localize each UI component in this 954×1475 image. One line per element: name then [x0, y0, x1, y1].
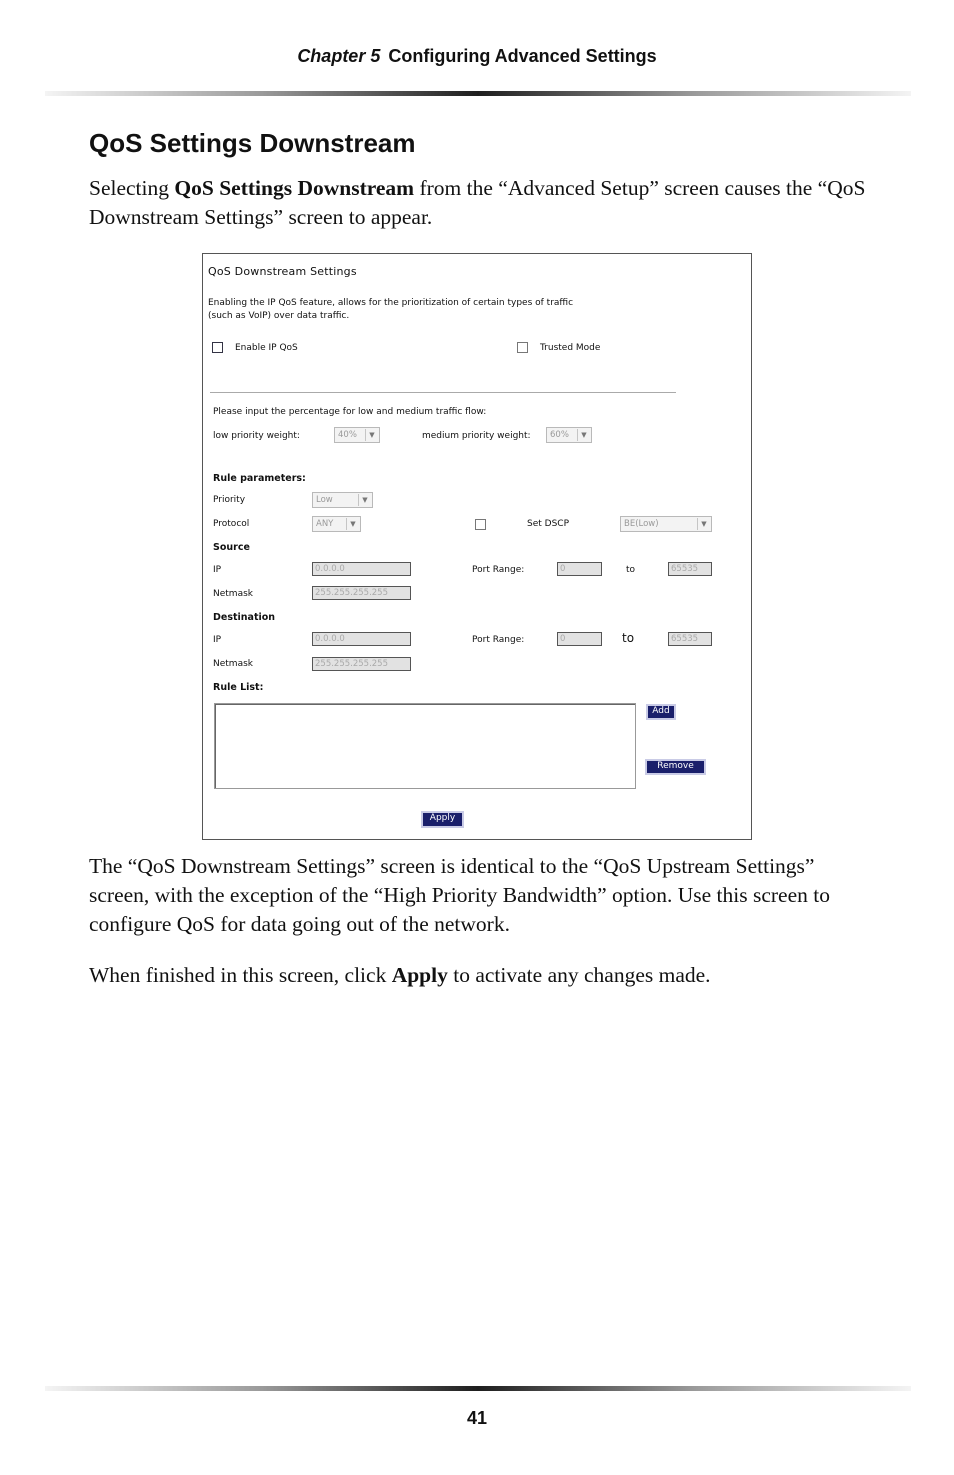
protocol-select[interactable]: [312, 516, 361, 532]
chapter-title: Configuring Advanced Settings: [388, 46, 657, 66]
remove-button[interactable]: Remove: [645, 759, 706, 775]
dest-port-range-label: Port Range:: [472, 635, 525, 645]
chevron-down-icon: ▼: [358, 494, 371, 506]
priority-select[interactable]: [312, 492, 373, 508]
protocol-value: ANY: [316, 519, 334, 529]
instruction-text-start: When finished in this screen, click: [89, 963, 392, 987]
source-ip-input[interactable]: 0.0.0.0: [312, 562, 411, 576]
low-weight-value: 40%: [338, 430, 357, 440]
priority-value: Low: [316, 495, 333, 505]
source-ip-label: IP: [213, 565, 222, 575]
chevron-down-icon: ▼: [346, 518, 359, 530]
trusted-mode-checkbox[interactable]: [517, 342, 528, 353]
intro-bold-term: QoS Settings Downstream: [174, 176, 415, 200]
protocol-label: Protocol: [213, 519, 250, 529]
dscp-value: BE(Low): [624, 519, 659, 529]
add-button[interactable]: Add: [646, 704, 676, 720]
section-title: QoS Settings Downstream: [89, 128, 416, 158]
dest-netmask-input[interactable]: 255.255.255.255: [312, 657, 411, 671]
source-port-range-label: Port Range:: [472, 565, 525, 575]
enable-ip-qos-checkbox[interactable]: [212, 342, 223, 353]
dest-ip-input[interactable]: 0.0.0.0: [312, 632, 411, 646]
source-port-from-input[interactable]: 0: [557, 562, 602, 576]
chevron-down-icon: ▼: [697, 518, 710, 530]
intro-text-start: Selecting: [89, 176, 175, 200]
destination-heading: Destination: [213, 612, 276, 623]
trusted-mode-label: Trusted Mode: [540, 343, 601, 353]
footer-divider: [45, 1386, 911, 1391]
rule-list-heading: Rule List:: [213, 682, 264, 693]
chapter-number: Chapter 5: [297, 46, 381, 66]
instruction-bold-term: Apply: [391, 963, 448, 987]
chevron-down-icon: ▼: [577, 429, 590, 441]
source-port-to-input[interactable]: 65535: [668, 562, 712, 576]
header-divider: [45, 91, 911, 96]
qos-downstream-screenshot: [202, 253, 752, 840]
dest-netmask-label: Netmask: [213, 659, 253, 669]
enable-ip-qos-label: Enable IP QoS: [235, 343, 298, 353]
instruction-text-end: to activate any changes made.: [447, 963, 711, 987]
set-dscp-label: Set DSCP: [527, 519, 569, 529]
medium-weight-select[interactable]: [546, 427, 592, 443]
description-line-2: (such as VoIP) over data traffic.: [208, 311, 350, 321]
low-weight-select[interactable]: [334, 427, 380, 443]
description-line-1: Enabling the IP QoS feature, allows for the prioritization of certain types of traffic: [208, 298, 574, 308]
dscp-select[interactable]: [620, 516, 712, 532]
rule-list-box[interactable]: [214, 703, 636, 789]
chevron-down-icon: ▼: [365, 429, 378, 441]
page-number: 41: [466, 1408, 488, 1428]
intro-text-end: from the “Advanced Setup” screen causes the “QoS Downstream Settings” screen to appear.: [89, 176, 866, 229]
percentage-prompt: Please input the percentage for low and medium traffic flow:: [213, 407, 487, 417]
dest-to-label: to: [622, 631, 635, 645]
dest-port-from-input[interactable]: 0: [557, 632, 602, 646]
screen-title: QoS Downstream Settings: [208, 265, 357, 278]
source-heading: Source: [213, 542, 250, 553]
source-netmask-input[interactable]: 255.255.255.255: [312, 586, 411, 600]
source-netmask-label: Netmask: [213, 589, 253, 599]
source-to-label: to: [626, 565, 636, 575]
low-weight-label: low priority weight:: [213, 431, 300, 441]
intro-paragraph: [89, 174, 869, 232]
apply-button[interactable]: Apply: [421, 811, 464, 828]
priority-label: Priority: [213, 495, 246, 505]
divider: [210, 392, 676, 393]
medium-weight-value: 60%: [550, 430, 569, 440]
rule-parameters-heading: Rule parameters:: [213, 473, 306, 484]
running-header: [0, 46, 954, 67]
medium-weight-label: medium priority weight:: [422, 431, 531, 441]
screen-description: [208, 297, 573, 323]
description-paragraph: The “QoS Downstream Settings” screen is identical to the “QoS Upstream Settings” screen, with the exception of the “High Priority Bandwidth” option. Use this screen to configure QoS for data going out of the network.: [89, 854, 830, 936]
set-dscp-checkbox[interactable]: [475, 519, 486, 530]
dest-ip-label: IP: [213, 635, 222, 645]
dest-port-to-input[interactable]: 65535: [668, 632, 712, 646]
apply-instruction-paragraph: [89, 961, 869, 990]
